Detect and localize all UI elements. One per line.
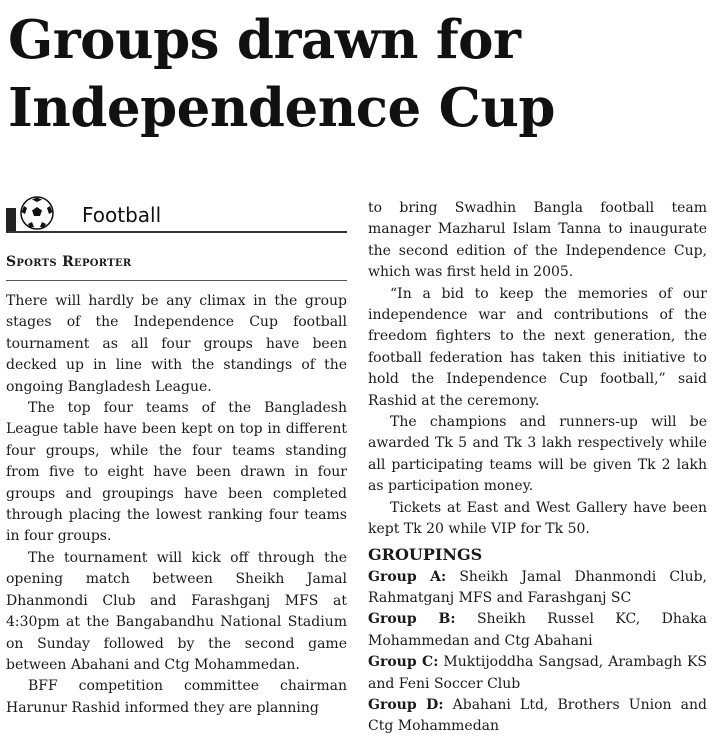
group-line xyxy=(368,567,707,610)
right-column xyxy=(368,198,707,738)
groupings-title: GROUPINGS xyxy=(368,544,483,564)
group-label: Group C: xyxy=(368,654,439,671)
group-label: Group A: xyxy=(368,568,447,585)
paragraph: “In a bid to keep the memories of our independence war and contributions of the freedom fighters to the next generation, the football federation has taken this initiative to hold the Independence Cup football,” said Rashid at the ceremony. xyxy=(368,285,707,409)
group-teams: Muktijoddha Sangsad, Arambagh KS and Feni Soccer Club xyxy=(368,654,708,692)
paragraph: The tournament will kick off through the opening match between Sheikh Jamal Dhanmondi Club and Farashganj MFS at 4:30pm at the Bangabandhu National Stadium on Sunday followed by the second game between Abahani and Ctg Mohammedan. xyxy=(6,549,347,673)
group-teams: Abahani Ltd, Brothers Union and Ctg Mohammedan xyxy=(368,696,707,735)
paragraph: The top four teams of the Bangladesh League table have been kept on top in different four groups, while the four teams standing from five to eight have been drawn in four groups and groupings have been completed through placing the lowest ranking four teams in four groups. xyxy=(6,400,347,545)
paragraph: BFF competition committee chairman Harunur Rashid informed they are planning xyxy=(6,678,347,716)
group-label: Group B: xyxy=(368,611,456,628)
kicker-bar xyxy=(6,208,16,232)
paragraph: Tickets at East and West Gallery have been kept Tk 20 while VIP for Tk 50. xyxy=(368,499,707,538)
section-kicker xyxy=(6,196,347,236)
byline: Sports Reporter xyxy=(6,252,347,281)
paragraph: The champions and runners-up will be awarded Tk 5 and Tk 3 lakh respectively while all participating teams will be given Tk 2 lakh as participation money. xyxy=(368,414,707,495)
paragraph: There will hardly be any climax in the group stages of the Independence Cup football tournament as all four groups have been decked up in line with the standings of the ongoing Bangladesh League. xyxy=(6,293,347,395)
group-teams: Sheikh Russel KC, Dhaka Mohammedan and Ctg Abahani xyxy=(368,611,708,649)
group-label: Group D: xyxy=(368,696,444,713)
left-column xyxy=(6,196,347,719)
group-teams: Sheikh Jamal Dhanmondi Club, Rahmatganj MFS and Farashganj SC xyxy=(368,568,708,606)
kicker-rule xyxy=(6,231,347,233)
headline: Groups drawn for Independence Cup xyxy=(8,9,555,139)
group-line xyxy=(368,652,707,695)
soccer-ball-icon xyxy=(20,196,54,230)
group-line xyxy=(368,609,707,652)
paragraph: to bring Swadhin Bangla football team manager Mazharul Islam Tanna to inaugurate the second edition of the Independence Cup, which was first held in 2005. xyxy=(368,200,707,281)
group-line xyxy=(368,695,707,738)
section-label: Football xyxy=(82,203,162,227)
